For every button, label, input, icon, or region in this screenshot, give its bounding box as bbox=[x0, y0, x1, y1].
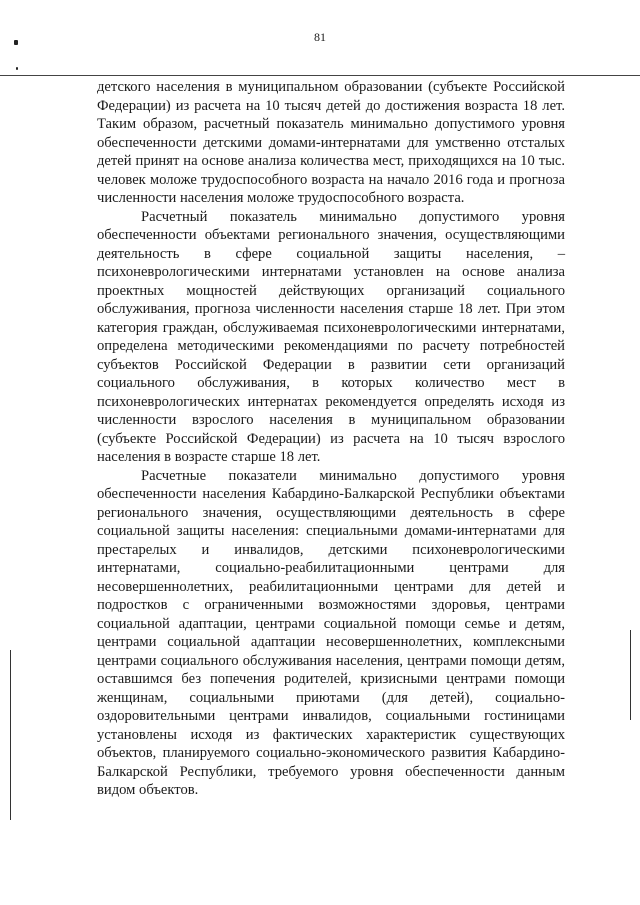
paragraph-2: Расчетный показатель минимально допустимого уровня обеспеченности объектами регионального значения, осуществляющими деятельность в сфере социальной защиты населения, – психоневрологическими интернатами установлен на основе анализа проектных мощностей действующих организаций социального обслуживания, прогноза численности населения старше 18 лет. При этом категория граждан, обслуживаемая психоневрологическими интернатами, определена методическими рекомендациями по расчету потребностей субъектов Российской Федерации в развитии сети организаций социального обслуживания, в которых количество мест в психоневрологических интернатах рекомендуется определять исходя из численности взрослого населения в муниципальном образовании (субъекте Российской Федерации) из расчета на 10 тысяч взрослого населения в возрасте старше 18 лет. bbox=[97, 208, 565, 465]
document-body bbox=[97, 78, 565, 800]
scan-mark-top-left bbox=[14, 40, 18, 45]
paragraph-3: Расчетные показатели минимально допустимого уровня обеспеченности населения Кабардино-Балкарской Республики объектами регионального значения, осуществляющими деятельность в сфере социальной защиты населения: специальными домами-интернатами для престарелых и инвалидов, детскими психоневрологическими интернатами, социально-реабилитационными центрами для несовершеннолетних, реабилитационными центрами для детей и подростков с ограниченными возможностями здоровья, центрами социальной адаптации, центрами социальной помощи семье и детям, центрами социальной адаптации несовершеннолетних, комплексными центрами социального обслуживания населения, центрами помощи детям, оставшимся без попечения родителей, кризисными центрами помощи женщинам, социальными приютами (для детей), социально-оздоровительными центрами инвалидов, социальными гостиницами установлены исходя из фактических характеристик существующих объектов, планируемого социально-экономического развития Кабардино-Балкарской Республики, требуемого уровня обеспеченности данным видом объектов. bbox=[97, 467, 565, 798]
page-number: 81 bbox=[314, 30, 326, 44]
margin-mark-right bbox=[630, 630, 631, 720]
paragraph-1: детского населения в муниципальном образовании (субъекте Российской Федерации) из расчета на 10 тысяч детей до достижения возраста 18 лет. Таким образом, расчетный показатель минимально допустимого уровня обеспеченности детскими домами-интернатами для умственно отсталых детей принят на основе анализа количества мест, приходящихся на 10 тыс. человек моложе трудоспособного возраста на начало 2016 года и прогноза численности населения моложе трудоспособного возраста. bbox=[97, 79, 565, 206]
margin-mark-left bbox=[10, 650, 11, 820]
scan-edge-line bbox=[0, 75, 640, 76]
scan-mark-left bbox=[16, 67, 18, 70]
